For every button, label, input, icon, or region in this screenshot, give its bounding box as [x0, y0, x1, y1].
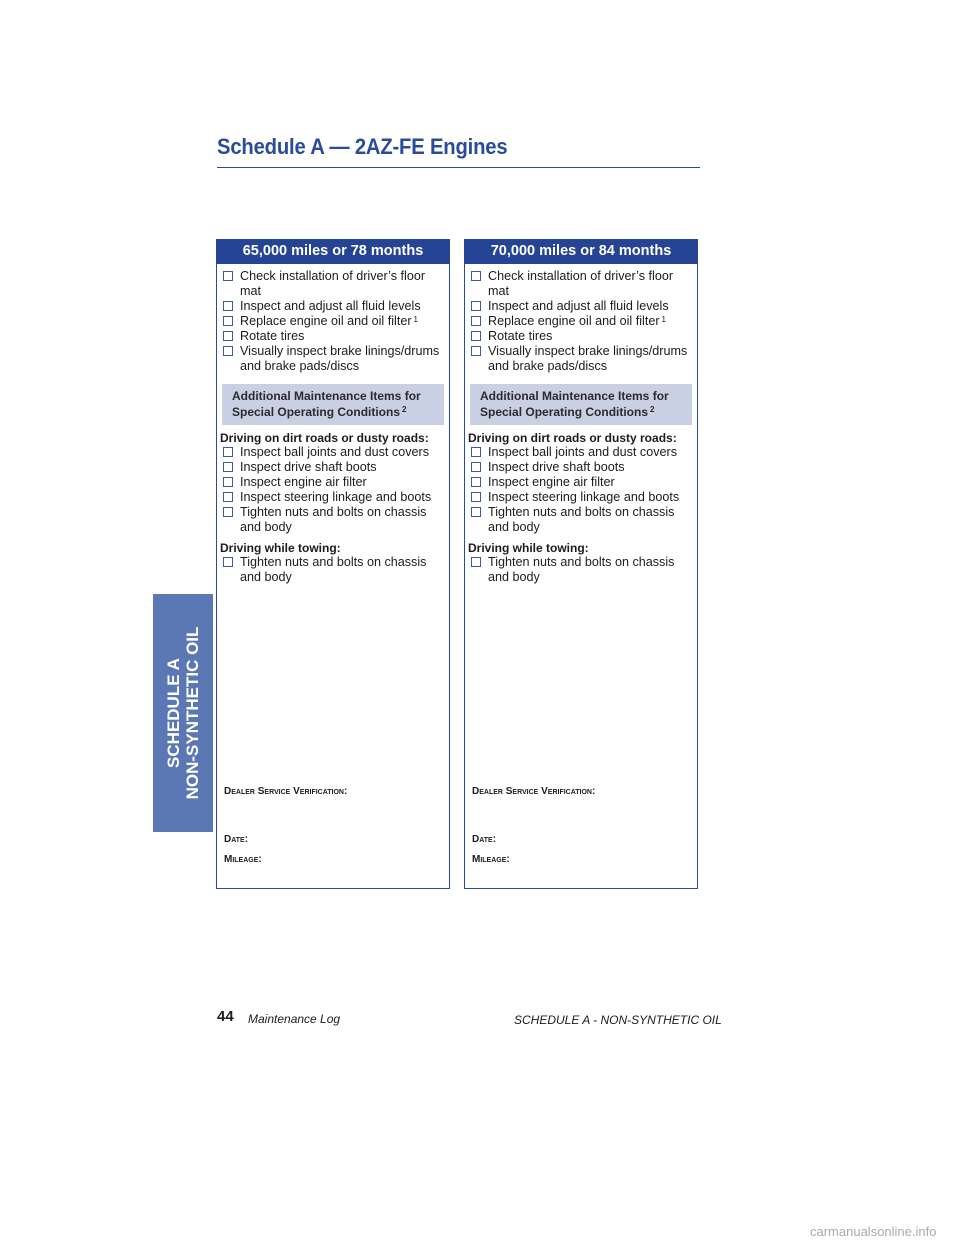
- service-item: [468, 299, 697, 314]
- panel-header: 70,000 miles or 84 months: [464, 239, 698, 264]
- page-title: Schedule A — 2AZ-FE Engines: [217, 134, 508, 159]
- item-label: Inspect engine air filter: [488, 475, 615, 489]
- additional-title-line-2: Special Operating Conditions: [232, 405, 401, 419]
- checkbox-icon[interactable]: [223, 271, 233, 281]
- towing-list: [465, 555, 697, 585]
- item-label: Replace engine oil and oil filter: [240, 314, 412, 328]
- service-item: [220, 329, 449, 344]
- title-divider: [217, 167, 700, 168]
- dealer-verification-label: Dealer Service Verification:: [472, 786, 596, 797]
- service-item: [220, 314, 449, 329]
- date-label: Date:: [472, 834, 497, 845]
- item-label: Inspect ball joints and dust covers: [240, 445, 430, 459]
- maintenance-panel-65000: [216, 239, 450, 889]
- side-tab-line-1: SCHEDULE A: [164, 658, 183, 768]
- checkbox-icon[interactable]: [471, 316, 481, 326]
- additional-items-box: [470, 384, 692, 425]
- checkbox-icon[interactable]: [471, 477, 481, 487]
- checkbox-icon[interactable]: [223, 507, 233, 517]
- service-item: [220, 269, 449, 299]
- item-label: Rotate tires: [488, 329, 553, 343]
- item-label: Tighten nuts and bolts on chassis and body: [488, 505, 675, 534]
- item-label: Tighten nuts and bolts on chassis and body: [240, 505, 427, 534]
- towing-list: [217, 555, 449, 585]
- item-label: Rotate tires: [240, 329, 305, 343]
- checkbox-icon[interactable]: [471, 271, 481, 281]
- side-tab-label: [164, 627, 202, 800]
- service-item: [220, 490, 449, 505]
- item-label: Visually inspect brake linings/drums and brake pads/discs: [488, 344, 688, 373]
- service-item: [468, 505, 697, 535]
- item-label: Inspect drive shaft boots: [488, 460, 625, 474]
- item-label: Visually inspect brake linings/drums and brake pads/discs: [240, 344, 440, 373]
- service-item: [468, 555, 697, 585]
- footnote-marker: 1: [413, 315, 418, 324]
- checkbox-icon[interactable]: [471, 447, 481, 457]
- dirt-roads-list: [465, 445, 697, 535]
- item-label: Inspect ball joints and dust covers: [488, 445, 678, 459]
- checkbox-icon[interactable]: [223, 462, 233, 472]
- item-label: Tighten nuts and bolts on chassis and body: [240, 555, 427, 584]
- checkbox-icon[interactable]: [223, 301, 233, 311]
- item-label: Inspect drive shaft boots: [240, 460, 377, 474]
- service-item: [220, 299, 449, 314]
- service-item: [468, 269, 697, 299]
- watermark-text: carmanualsonline.info: [810, 1224, 937, 1239]
- service-item: [468, 460, 697, 475]
- checkbox-icon[interactable]: [471, 346, 481, 356]
- service-item: [468, 475, 697, 490]
- footer-right-label: SCHEDULE A - NON-SYNTHETIC OIL: [514, 1013, 722, 1027]
- date-label: Date:: [224, 834, 249, 845]
- service-item: [468, 329, 697, 344]
- maintenance-panel-70000: [464, 239, 698, 889]
- footer-left-label: Maintenance Log: [248, 1012, 341, 1026]
- service-item: [468, 445, 697, 460]
- checkbox-icon[interactable]: [223, 316, 233, 326]
- footnote-marker: 1: [661, 315, 666, 324]
- checkbox-icon[interactable]: [223, 477, 233, 487]
- checkbox-icon[interactable]: [223, 492, 233, 502]
- service-item: [220, 555, 449, 585]
- dirt-roads-list: [217, 445, 449, 535]
- panel-header: 65,000 miles or 78 months: [216, 239, 450, 264]
- item-label: Tighten nuts and bolts on chassis and body: [488, 555, 675, 584]
- checkbox-icon[interactable]: [471, 301, 481, 311]
- item-label: Inspect steering linkage and boots: [240, 490, 432, 504]
- item-label: Replace engine oil and oil filter: [488, 314, 660, 328]
- service-item: [220, 460, 449, 475]
- checkbox-icon[interactable]: [471, 507, 481, 517]
- service-items-list: [465, 269, 697, 374]
- checkbox-icon[interactable]: [223, 331, 233, 341]
- mileage-label: Mileage:: [224, 854, 262, 865]
- service-item: [220, 505, 449, 535]
- service-items-list: [217, 269, 449, 374]
- footnote-marker: 2: [402, 405, 407, 414]
- service-item: [220, 445, 449, 460]
- side-tab-line-2: NON-SYNTHETIC OIL: [183, 626, 202, 800]
- additional-title-line-1: Additional Maintenance Items for: [232, 389, 421, 403]
- page-number: 44: [217, 1008, 234, 1025]
- checkbox-icon[interactable]: [223, 346, 233, 356]
- mileage-label: Mileage:: [472, 854, 510, 865]
- checkbox-icon[interactable]: [223, 447, 233, 457]
- checkbox-icon[interactable]: [471, 557, 481, 567]
- additional-title-line-2: Special Operating Conditions: [480, 405, 649, 419]
- item-label: Inspect and adjust all fluid levels: [488, 299, 669, 313]
- section-side-tab: [153, 594, 213, 832]
- dirt-roads-heading: Driving on dirt roads or dusty roads:: [468, 431, 677, 445]
- item-label: Inspect engine air filter: [240, 475, 367, 489]
- dirt-roads-heading: Driving on dirt roads or dusty roads:: [220, 431, 429, 445]
- service-item: [468, 490, 697, 505]
- item-label: Check installation of driver’s floor mat: [240, 269, 426, 298]
- checkbox-icon[interactable]: [471, 331, 481, 341]
- item-label: Inspect steering linkage and boots: [488, 490, 680, 504]
- service-item: [220, 344, 449, 374]
- checkbox-icon[interactable]: [223, 557, 233, 567]
- item-label: Check installation of driver’s floor mat: [488, 269, 674, 298]
- item-label: Inspect and adjust all fluid levels: [240, 299, 421, 313]
- additional-title-line-1: Additional Maintenance Items for: [480, 389, 669, 403]
- service-item: [220, 475, 449, 490]
- checkbox-icon[interactable]: [471, 462, 481, 472]
- dealer-verification-label: Dealer Service Verification:: [224, 786, 348, 797]
- footnote-marker: 2: [650, 405, 655, 414]
- towing-heading: Driving while towing:: [468, 541, 589, 555]
- service-item: [468, 314, 697, 329]
- checkbox-icon[interactable]: [471, 492, 481, 502]
- additional-items-box: [222, 384, 444, 425]
- towing-heading: Driving while towing:: [220, 541, 341, 555]
- service-item: [468, 344, 697, 374]
